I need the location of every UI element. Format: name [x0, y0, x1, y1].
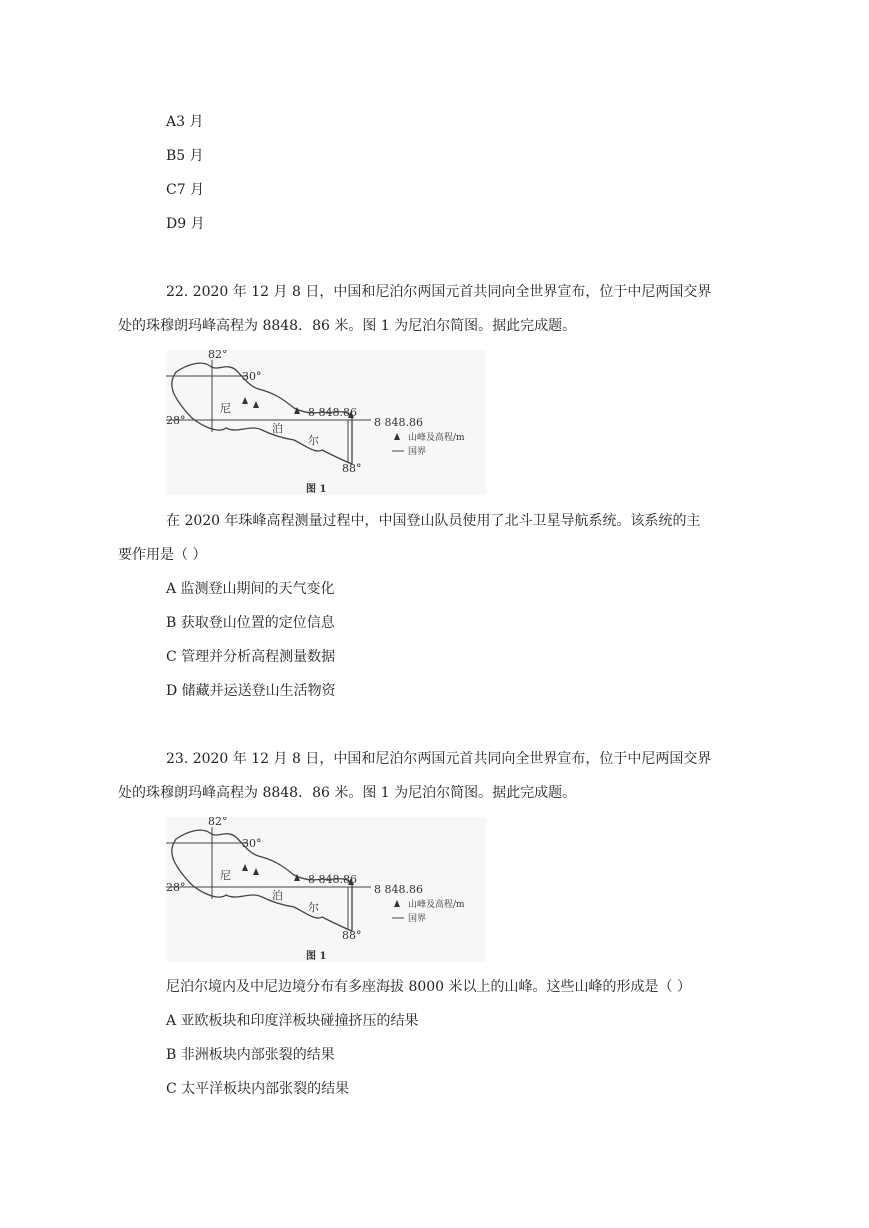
map-lat-30: 30° — [242, 837, 262, 850]
option-b: B5 月 — [166, 148, 204, 164]
map-country-bo: 泊 — [272, 422, 283, 435]
legend-elevation: 8 848.86 — [374, 883, 423, 896]
option-d: D9 月 — [166, 216, 205, 232]
legend-peak-label: 山峰及高程/m — [408, 900, 465, 910]
q23-option-c: C 太平洋板块内部张裂的结果 — [166, 1081, 350, 1097]
option-c: C7 月 — [166, 182, 205, 198]
q23-nepal-map — [166, 817, 486, 962]
q23-stem-line1: 23. 2020 年 12 月 8 日，中国和尼泊尔两国元首共同向全世界宣布，位于中尼两国交界 — [166, 751, 712, 767]
q22-stem-line2: 处的珠穆朗玛峰高程为 8848．86 米。图 1 为尼泊尔简图。据此完成题。 — [118, 318, 577, 334]
figure-caption: 图 1 — [306, 951, 327, 962]
map-peak-elevation: 8 848.86 — [308, 873, 357, 886]
map-peak-elevation: 8 848.86 — [308, 406, 357, 419]
map-country-bo: 泊 — [272, 889, 283, 902]
legend-elevation: 8 848.86 — [374, 416, 423, 429]
q22-nepal-map — [166, 350, 486, 495]
legend-peak-label: 山峰及高程/m — [408, 433, 465, 443]
map-country-er: 尔 — [308, 901, 319, 914]
q22-option-b: B 获取登山位置的定位信息 — [166, 615, 335, 631]
q23-question: 尼泊尔境内及中尼边境分布有多座海拔 8000 米以上的山峰。这些山峰的形成是（ ） — [166, 979, 691, 995]
q22-question-line2: 要作用是（ ） — [118, 547, 207, 563]
map-lon-88: 88° — [342, 462, 362, 475]
map-lat-28: 28° — [166, 881, 186, 894]
q22-stem-line1: 22. 2020 年 12 月 8 日，中国和尼泊尔两国元首共同向全世界宣布，位于中尼两国交界 — [166, 284, 712, 300]
map-country-ni: 尼 — [220, 869, 231, 882]
legend-border-label: 国界 — [408, 447, 427, 457]
map-lon-88: 88° — [342, 929, 362, 942]
q23-option-a: A 亚欧板块和印度洋板块碰撞挤压的结果 — [166, 1013, 419, 1029]
option-a: A3 月 — [166, 114, 204, 130]
legend-border-label: 国界 — [408, 914, 427, 924]
map-lat-28: 28° — [166, 414, 186, 427]
map-lon-82: 82° — [208, 350, 228, 361]
q23-option-b: B 非洲板块内部张裂的结果 — [166, 1047, 335, 1063]
map-lon-82: 82° — [208, 817, 228, 828]
q22-option-a: A 监测登山期间的天气变化 — [166, 581, 335, 597]
q22-option-d: D 储藏并运送登山生活物资 — [166, 683, 336, 699]
map-lat-30: 30° — [242, 370, 262, 383]
map-country-er: 尔 — [308, 434, 319, 447]
q23-stem-line2: 处的珠穆朗玛峰高程为 8848．86 米。图 1 为尼泊尔简图。据此完成题。 — [118, 785, 577, 801]
q22-question-line1: 在 2020 年珠峰高程测量过程中，中国登山队员使用了北斗卫星导航系统。该系统的主 — [166, 513, 701, 529]
map-country-ni: 尼 — [220, 402, 231, 415]
figure-caption: 图 1 — [306, 484, 327, 495]
q22-option-c: C 管理并分析高程测量数据 — [166, 649, 336, 665]
